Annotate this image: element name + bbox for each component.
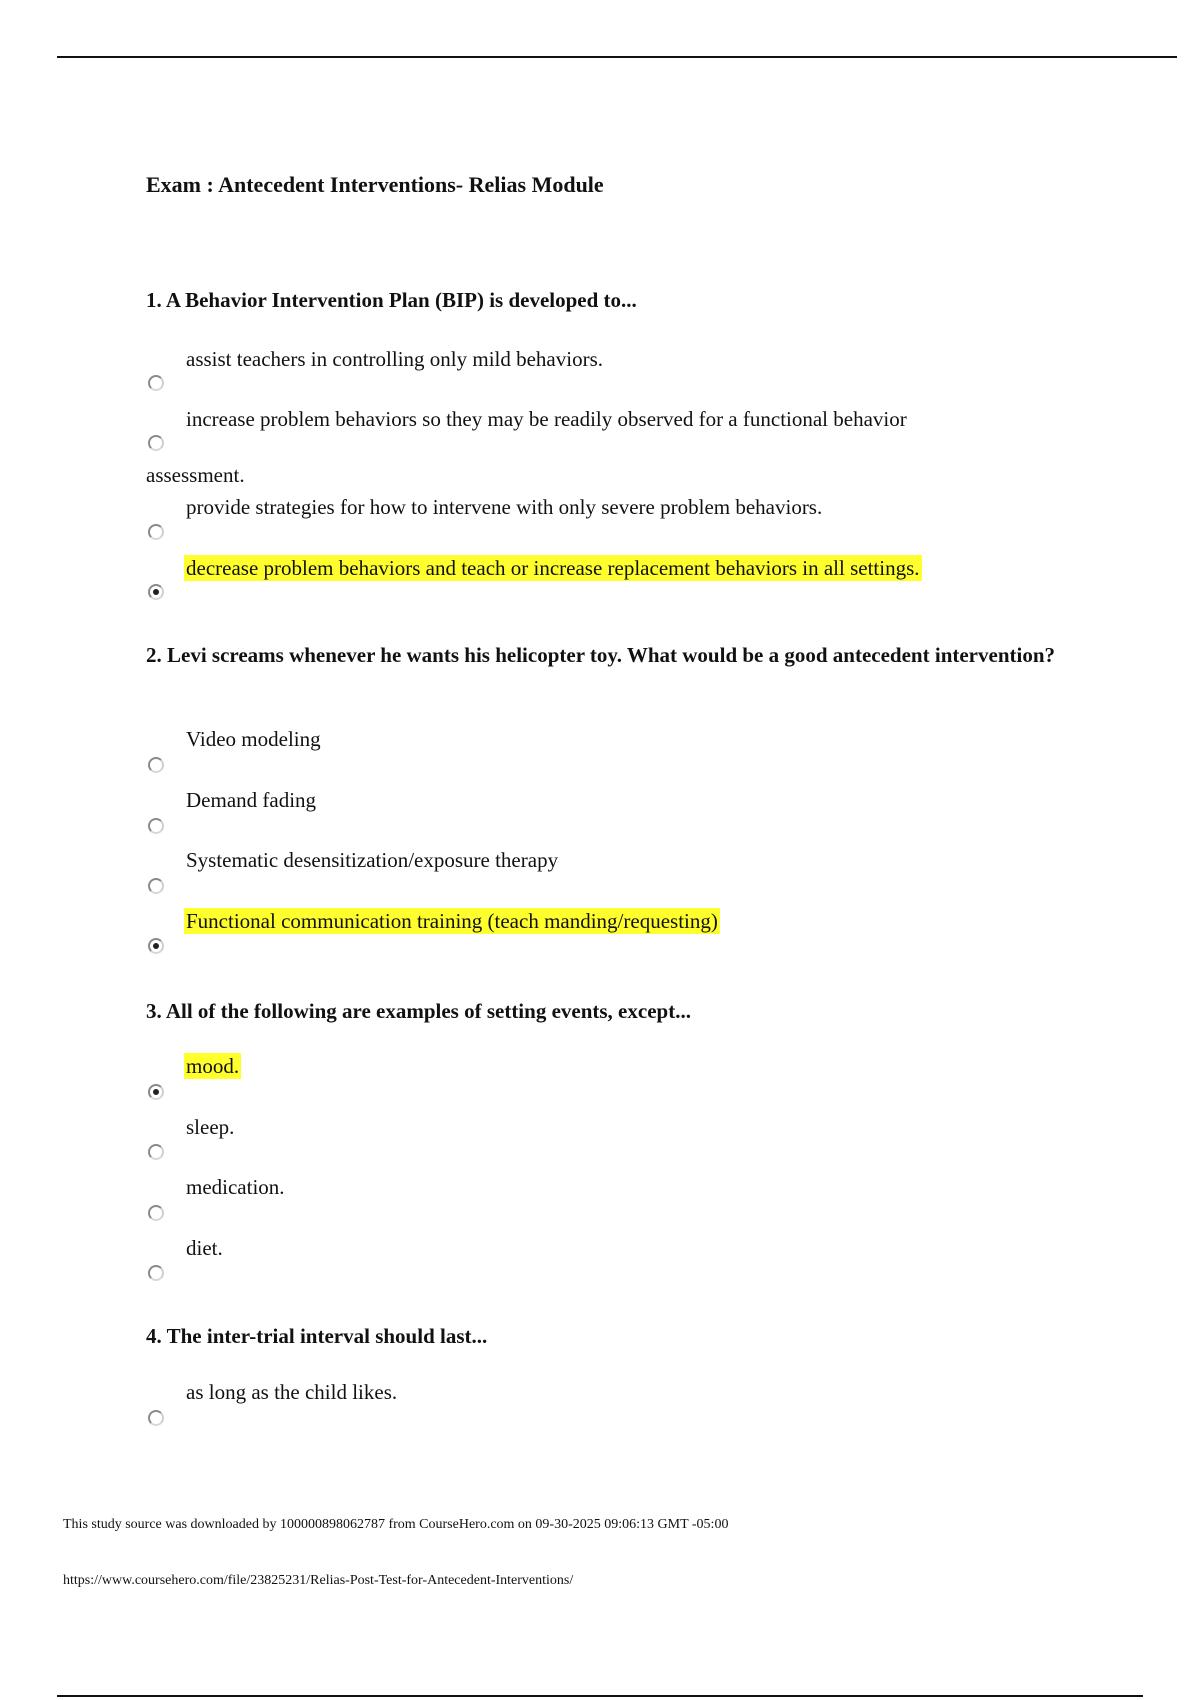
radio-button[interactable] <box>148 435 164 451</box>
radio-button-checked[interactable] <box>148 938 164 954</box>
bottom-rule <box>57 1695 1143 1697</box>
radio-button[interactable] <box>148 375 164 391</box>
radio-button[interactable] <box>148 1205 164 1221</box>
option-text-highlighted: decrease problem behaviors and teach or increase replacement behaviors in all settings. <box>186 556 920 580</box>
option-text: provide strategies for how to intervene with only severe problem behaviors. <box>186 495 823 519</box>
radio-button-checked[interactable] <box>148 584 164 600</box>
top-rule <box>57 56 1177 58</box>
question-4: 4. The inter-trial interval should last... <box>146 1324 488 1348</box>
option-text: sleep. <box>186 1115 235 1139</box>
radio-button[interactable] <box>148 1144 164 1160</box>
option-text: diet. <box>186 1236 223 1260</box>
option-text: assist teachers in controlling only mild behaviors. <box>186 347 604 371</box>
option-text-highlighted: mood. <box>186 1054 240 1078</box>
question-2: 2. Levi screams whenever he wants his helicopter toy. What would be a good antecedent intervention? <box>146 643 1056 667</box>
radio-button[interactable] <box>148 524 164 540</box>
option-text: Systematic desensitization/exposure therapy <box>186 848 559 872</box>
option-text: increase problem behaviors so they may be readily observed for a functional behavior <box>186 407 907 431</box>
radio-button[interactable] <box>148 878 164 894</box>
radio-button[interactable] <box>148 818 164 834</box>
option-text: as long as the child likes. <box>186 1380 398 1404</box>
radio-button[interactable] <box>148 1410 164 1426</box>
source-url[interactable]: https://www.coursehero.com/file/23825231/Relias-Post-Test-for-Antecedent-Interventions/ <box>63 1573 574 1588</box>
page-title: Exam : Antecedent Interventions- Relias Module <box>146 172 604 197</box>
option-text-continuation: assessment. <box>146 463 245 487</box>
radio-button[interactable] <box>148 1265 164 1281</box>
option-text-highlighted: Functional communication training (teach manding/requesting) <box>186 909 718 933</box>
option-text: Demand fading <box>186 788 317 812</box>
question-1: 1. A Behavior Intervention Plan (BIP) is developed to... <box>146 288 637 312</box>
option-text: medication. <box>186 1175 285 1199</box>
question-3: 3. All of the following are examples of setting events, except... <box>146 999 691 1023</box>
option-text: Video modeling <box>186 727 321 751</box>
radio-button[interactable] <box>148 757 164 773</box>
radio-button-checked[interactable] <box>148 1084 164 1100</box>
source-notice: This study source was downloaded by 100000898062787 from CourseHero.com on 09-30-2025 09:06:13 GMT -05:00 <box>63 1517 729 1532</box>
